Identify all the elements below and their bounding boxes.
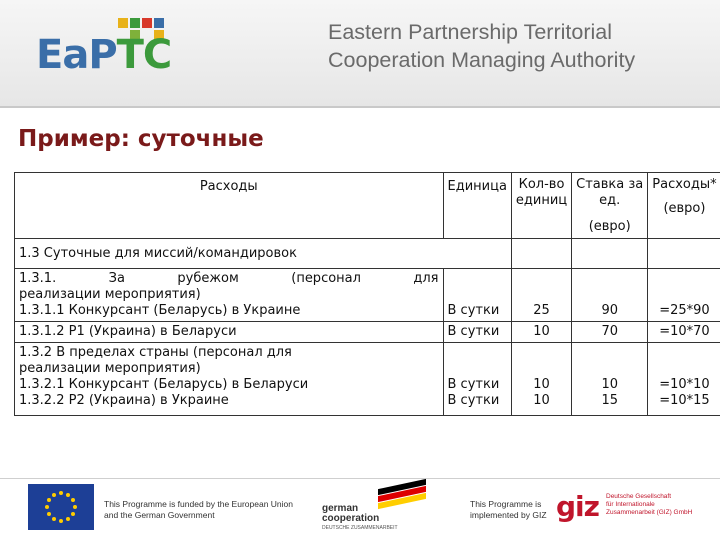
row1-description: 1.3.1. За рубежом (персонал для реализации мероприятия) 1.3.1.1 Конкурсант (Беларусь) в Украине [15,269,444,322]
row2-description: 1.3.1.2 Р1 (Украина) в Беларуси [15,322,444,343]
header-unit: Единица [443,173,511,239]
header-quantity: Кол-во единиц [511,173,571,239]
row2-cost: =10*70 [648,322,720,343]
expenses-table [14,172,720,416]
row2-rate: 70 [572,322,648,343]
german-cooperation-logo-icon: german cooperation DEUTSCHE ZUSAMMENARBEIT [318,482,428,534]
org-name-line2: Cooperation Managing Authority [328,48,636,72]
header-cost: Расходы* (евро) [648,173,720,239]
header-expenses: Расходы [15,173,444,239]
organization-name [328,18,708,74]
section-label: 1.3 Суточные для миссий/командировок [15,239,444,269]
giz-full-name: Deutsche Gesellschaft für Internationale Zusammenarbeit (GIZ) GmbH [606,493,693,516]
eaptc-logo-icon [36,16,176,82]
header-rate: Ставка за ед. (евро) [572,173,648,239]
row3-description: 1.3.2 В пределах страны (персонал для реализации мероприятия) 1.3.2.1 Конкурсант (Беларусь) в Беларуси 1.3.2.2 Р2 (Украина) в Украине [15,343,444,416]
logo-text: EaPTC [36,32,172,78]
row1-cost: =25*90 [648,269,720,322]
row2-unit: В сутки [443,322,511,343]
row3-cost: =10*10 =10*15 [648,343,720,416]
eu-flag-icon [28,484,94,530]
footer-divider [0,478,720,479]
row1-rate: 90 [572,269,648,322]
row1-unit: В сутки [443,269,511,322]
row3-rate: 10 15 [572,343,648,416]
table-row-section [15,239,720,269]
row1-qty: 25 [511,269,571,322]
row3-unit: В сутки В сутки [443,343,511,416]
org-name-line1: Eastern Partnership Territorial [328,20,613,44]
header-divider [0,106,720,108]
giz-implementation-text: This Programme is implemented by GIZ [470,499,547,520]
header [0,0,720,108]
table-row [15,322,720,343]
table-row [15,269,720,322]
table-header-row [15,173,720,239]
page-title: Пример: суточные [18,126,264,152]
row2-qty: 10 [511,322,571,343]
table-row [15,343,720,416]
giz-logo-icon: giz [556,490,599,523]
row3-qty: 10 10 [511,343,571,416]
eu-funding-text: This Programme is funded by the European Union and the German Government [104,499,293,520]
